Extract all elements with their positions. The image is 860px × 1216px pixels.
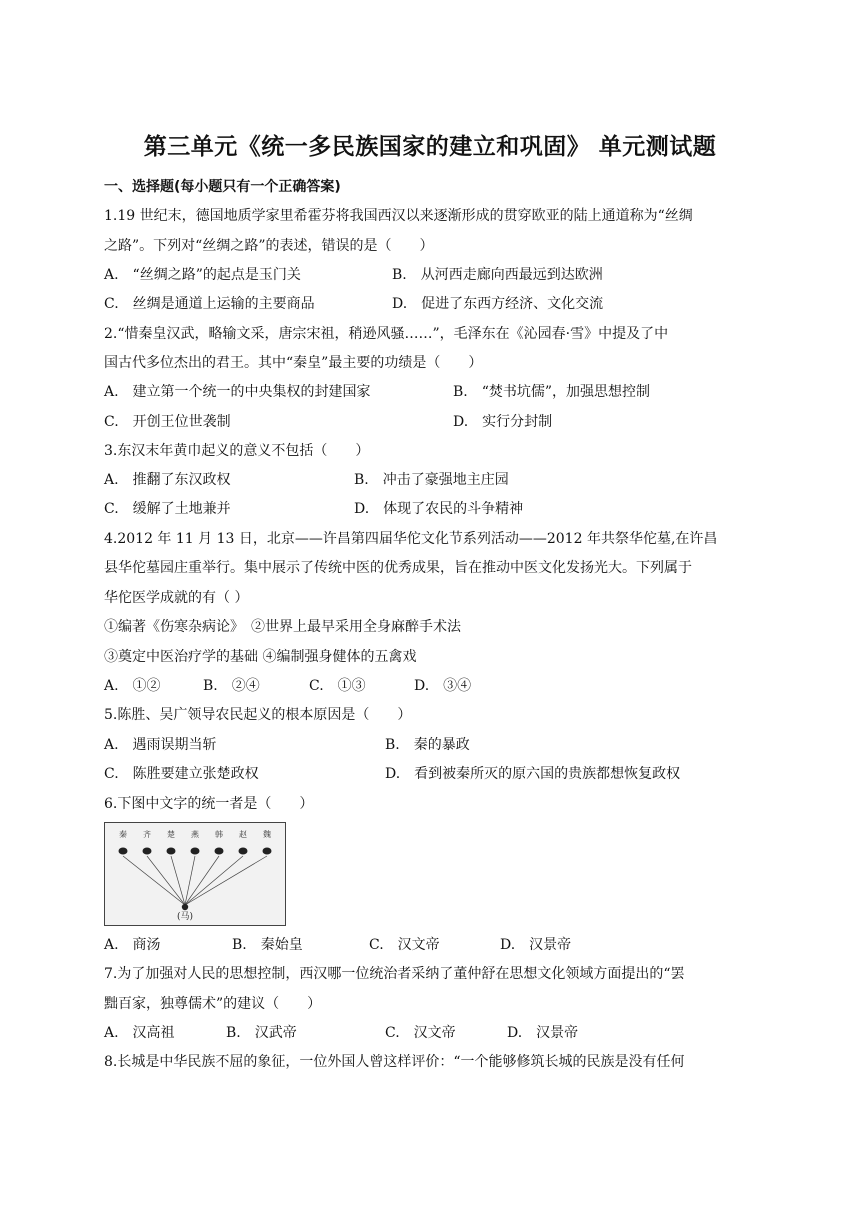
question-4-statements-1: ①编著《伤寒杂病论》 ②世界上最早采用全身麻醉手术法 [104, 619, 461, 635]
q2-option-d: D. 实行分封制 [453, 414, 553, 430]
question-3-text: 3.东汉末年黄巾起义的意义不包括（ ） [104, 443, 370, 459]
q1-option-d: D. 促进了东西方经济、文化交流 [392, 296, 604, 312]
q7-option-b: B. 汉武帝 [226, 1025, 297, 1041]
state-script-glyph [143, 848, 152, 855]
q2-option-b: B. “焚书坑儒”，加强思想控制 [453, 384, 651, 400]
q3-option-b: B. 冲击了豪强地主庄园 [354, 472, 509, 488]
question-5-text: 5.陈胜、吴广领导农民起义的根本原因是（ ） [104, 707, 412, 723]
question-4-text-cont: 县华佗墓园庄重举行。集中展示了传统中医的优秀成果，旨在推动中医文化发扬光大。下列属于 [104, 560, 692, 576]
question-4-text: 4.2012 年 11 月 13 日，北京——许昌第四届华佗文化节系列活动——2012 年共祭华佗墓,在许昌 [104, 531, 718, 547]
q7-option-a: A. 汉高祖 [104, 1025, 175, 1041]
state-script-glyph [215, 848, 224, 855]
page-title: 第三单元《统一多民族国家的建立和巩固》 单元测试题 [143, 134, 717, 160]
script-unification-figure [104, 822, 286, 926]
q5-option-a: A. 遇雨误期当斩 [104, 737, 217, 753]
state-script-glyph [191, 848, 200, 855]
q1-option-b: B. 从河西走廊向西最远到达欧洲 [392, 267, 603, 283]
convergence-line [147, 856, 185, 905]
q3-option-d: D. 体现了农民的斗争精神 [354, 501, 524, 517]
q7-option-c: C. 汉文帝 [385, 1025, 456, 1041]
state-label: 魏 [263, 830, 271, 839]
q7-option-d: D. 汉景帝 [507, 1025, 579, 1041]
q6-option-b: B. 秦始皇 [232, 937, 303, 953]
q1-option-a: A. “丝绸之路”的起点是玉门关 [104, 267, 301, 283]
state-script-glyph [239, 848, 248, 855]
convergence-line [185, 856, 267, 905]
question-7-text-cont: 黜百家，独尊儒术”的建议（ ） [104, 996, 322, 1012]
q4-option-c: C. ①③ [309, 678, 366, 694]
section-heading: 一、选择题(每小题只有一个正确答案) [104, 179, 341, 195]
question-7-text: 7.为了加强对人民的思想控制，西汉哪一位统治者采纳了董仲舒在思想文化领域方面提出的“罢 [104, 966, 685, 982]
state-script-glyph [119, 848, 128, 855]
q5-option-c: C. 陈胜要建立张楚政权 [104, 766, 259, 782]
state-label: 齐 [143, 830, 151, 839]
state-label: 楚 [167, 830, 175, 839]
state-label: 秦 [119, 830, 127, 839]
state-label: 韩 [215, 830, 223, 839]
q6-option-a: A. 商汤 [104, 937, 161, 953]
question-6-text: 6.下图中文字的统一者是（ ） [104, 796, 314, 812]
convergence-line [171, 856, 185, 905]
q2-option-c: C. 开创王位世袭制 [104, 414, 231, 430]
question-4-text-cont2: 华佗医学成就的有（ ） [104, 590, 249, 606]
unified-glyph [182, 904, 188, 910]
state-label: 燕 [191, 830, 199, 839]
state-script-glyph [263, 848, 272, 855]
question-4-statements-2: ③奠定中医治疗学的基础 ④编制强身健体的五禽戏 [104, 649, 417, 665]
q6-option-d: D. 汉景帝 [500, 937, 572, 953]
q5-option-b: B. 秦的暴政 [385, 737, 470, 753]
q4-option-b: B. ②④ [203, 678, 260, 694]
q3-option-c: C. 缓解了土地兼并 [104, 501, 231, 517]
question-2-text-cont: 国古代多位杰出的君王。其中“秦皇”最主要的功绩是（ ） [104, 355, 483, 371]
state-label: 赵 [239, 830, 247, 839]
question-8-text: 8.长城是中华民族不屈的象征，一位外国人曾这样评价：“一个能够修筑长城的民族是没有任何 [104, 1054, 685, 1070]
q3-option-a: A. 推翻了东汉政权 [104, 472, 231, 488]
q1-option-c: C. 丝绸是通道上运输的主要商品 [104, 296, 315, 312]
q6-option-c: C. 汉文帝 [369, 937, 440, 953]
state-script-glyph [167, 848, 176, 855]
q4-option-a: A. ①② [104, 678, 161, 694]
question-1-text-cont: 之路”。下列对“丝绸之路”的表述，错误的是（ ） [104, 238, 434, 254]
question-1-text: 1.19 世纪末，德国地质学家里希霍芬将我国西汉以来逐渐形成的贯穿欧亚的陆上通道称为“丝绸 [104, 208, 693, 224]
question-2-text: 2.“惜秦皇汉武，略输文采，唐宗宋祖，稍逊风骚……”，毛泽东在《沁园春·雪》中提及了中 [104, 326, 669, 342]
figure-bottom-label: (马) [176, 912, 194, 922]
script-diagram [105, 823, 285, 925]
convergence-line [123, 856, 185, 905]
q4-option-d: D. ③④ [414, 678, 472, 694]
q5-option-d: D. 看到被秦所灭的原六国的贵族都想恢复政权 [385, 766, 681, 782]
q2-option-a: A. 建立第一个统一的中央集权的封建国家 [104, 384, 371, 400]
